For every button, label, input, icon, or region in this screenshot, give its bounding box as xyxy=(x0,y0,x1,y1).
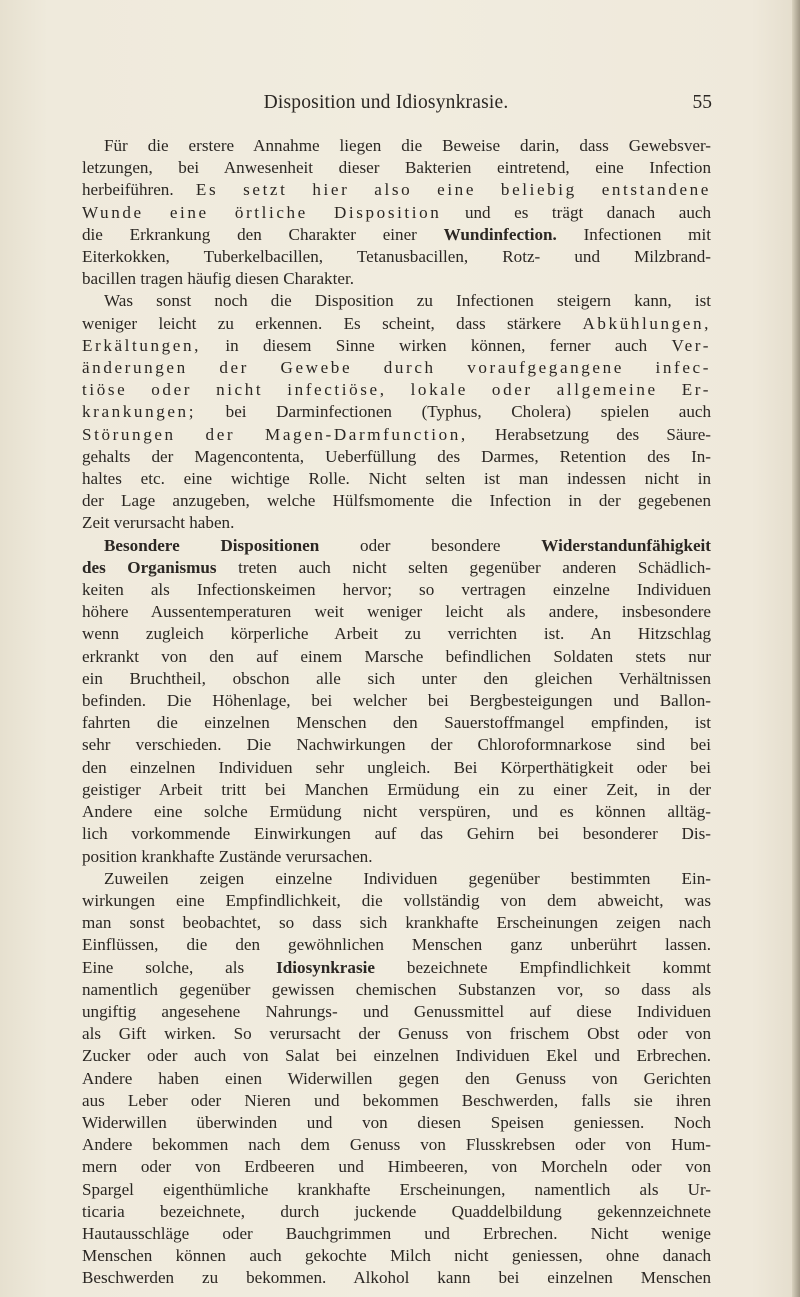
bold-term: Widerstandunfähigkeit xyxy=(541,535,711,555)
text-line xyxy=(82,224,711,246)
text-run: ungiftig angesehene Nahrungs- und Genussmittel auf diese Individuen xyxy=(82,1001,711,1021)
text-run: wenn zugleich körperliche Arbeit zu verrichten ist. An Hitzschlag xyxy=(82,624,711,644)
text-line xyxy=(82,335,711,357)
text-line xyxy=(82,868,711,890)
text-run: gehalts der Magencontenta, Ueberfüllung des Darmes, Retention des In- xyxy=(82,446,711,466)
paragraph xyxy=(82,135,711,290)
text-run: bacillen tragen häufig diesen Charakter. xyxy=(82,269,354,289)
text-line xyxy=(82,490,711,512)
text-run: letzungen, bei Anwesenheit dieser Bakterien eintretend, eine Infection xyxy=(82,158,711,178)
spaced-emphasis: Abkühlungen, xyxy=(582,313,711,333)
text-run: höhere Aussentemperaturen weit weniger leicht als andere, insbesondere xyxy=(82,602,711,622)
text-line xyxy=(82,1156,711,1178)
spaced-emphasis: krankungen; xyxy=(82,402,197,422)
page-number: 55 xyxy=(692,92,712,113)
text-run: weniger leicht zu erkennen. Es scheint, dass stärkere xyxy=(82,313,583,333)
text-run: wirkungen eine Empfindlichkeit, die vollständig von dem abweicht, was xyxy=(82,890,711,910)
text-run: namentlich gegenüber gewissen chemischen Substanzen vor, so dass als xyxy=(82,979,711,999)
text-run: Einflüssen, die den gewöhnlichen Menschen ganz unberührt lassen. xyxy=(82,935,711,955)
text-line xyxy=(82,1045,711,1067)
text-run: keiten als Infectionskeimen hervor; so vertragen einzelne Individuen xyxy=(82,580,711,600)
spaced-emphasis: Wunde eine örtliche Disposition xyxy=(82,202,442,222)
text-line xyxy=(82,246,711,268)
spaced-emphasis: tiöse oder nicht infectiöse, lokale oder allgemeine Er- xyxy=(82,380,711,400)
text-run: Widerwillen überwinden und von diesen Speisen geniessen. Noch xyxy=(82,1112,711,1132)
bold-term: des Organismus xyxy=(82,557,217,577)
text-line xyxy=(82,957,711,979)
text-run: Hautausschläge oder Bauchgrimmen und Erbrechen. Nicht wenige xyxy=(82,1223,711,1243)
text-line xyxy=(82,890,711,912)
text-run: aus Leber oder Nieren und bekommen Beschwerden, falls sie ihren xyxy=(82,1090,711,1110)
text-line xyxy=(82,557,711,579)
text-line xyxy=(82,157,711,179)
text-run: bezeichnete Empfindlichkeit kommt xyxy=(374,957,711,977)
spaced-emphasis: Erkältungen, xyxy=(82,335,202,355)
text-line xyxy=(82,135,711,157)
body-text xyxy=(82,135,711,1290)
text-run: der Lage anzugeben, welche Hülfsmomente die Infection in der gegebenen xyxy=(82,491,711,511)
text-run: Herabsetzung des Säure- xyxy=(467,424,711,444)
text-line xyxy=(82,712,711,734)
text-line xyxy=(82,268,711,290)
text-line xyxy=(82,179,711,201)
text-line xyxy=(82,313,711,335)
spaced-emphasis: Es setzt hier also eine beliebig entstandene xyxy=(195,180,711,200)
text-run: die Erkrankung den Charakter einer xyxy=(82,224,444,244)
text-line xyxy=(82,1179,711,1201)
spaced-emphasis: Ver- xyxy=(671,335,711,355)
paragraph xyxy=(82,868,711,1290)
text-run: und es trägt danach auch xyxy=(441,202,712,222)
text-run: bei Darminfectionen (Typhus, Cholera) spielen auch xyxy=(196,402,711,422)
text-line xyxy=(82,401,711,423)
text-run: position krankhafte Zustände verursachen. xyxy=(82,846,373,866)
spaced-emphasis: änderungen der Gewebe durch voraufgegangene infec- xyxy=(82,358,711,378)
text-run: treten auch nicht selten gegenüber anderen Schädlich- xyxy=(216,557,711,577)
text-line xyxy=(82,1201,711,1223)
text-line xyxy=(82,1245,711,1267)
text-line xyxy=(82,601,711,623)
text-run: befinden. Die Höhenlage, bei welcher bei Bergbesteigungen und Ballon- xyxy=(82,691,711,711)
text-line xyxy=(82,912,711,934)
paragraph xyxy=(82,535,711,868)
text-line xyxy=(82,1023,711,1045)
text-run: fahrten die einzelnen Menschen den Sauerstoffmangel empfinden, ist xyxy=(82,713,711,733)
text-line xyxy=(82,1090,711,1112)
text-run: Zucker oder auch von Salat bei einzelnen Individuen Ekel und Erbrechen. xyxy=(82,1046,711,1066)
text-line xyxy=(82,1112,711,1134)
running-title: Disposition und Idiosynkrasie. xyxy=(263,92,509,113)
text-run: Andere eine solche Ermüdung nicht verspüren, und es können alltäg- xyxy=(82,802,711,822)
text-line xyxy=(82,1267,711,1289)
text-line xyxy=(82,202,711,224)
text-line xyxy=(82,734,711,756)
text-line xyxy=(82,579,711,601)
text-line xyxy=(82,357,711,379)
text-line xyxy=(82,690,711,712)
text-run: Zeit verursacht haben. xyxy=(82,513,235,533)
text-run: Andere haben einen Widerwillen gegen den Genuss von Gerichten xyxy=(82,1068,711,1088)
spaced-emphasis: Störungen der Magen-Darmfunction, xyxy=(82,424,468,444)
paragraph xyxy=(82,290,711,534)
text-line xyxy=(82,1223,711,1245)
text-line xyxy=(82,779,711,801)
text-line xyxy=(82,623,711,645)
text-run: Menschen können auch gekochte Milch nicht geniessen, ohne danach xyxy=(82,1246,711,1266)
text-line xyxy=(82,446,711,468)
text-run: ticaria bezeichnete, durch juckende Quaddelbildung gekennzeichnete xyxy=(82,1201,711,1221)
text-line xyxy=(82,979,711,1001)
bold-term: Wundinfection. xyxy=(443,224,557,244)
text-line xyxy=(82,1134,711,1156)
page-header xyxy=(60,92,712,120)
text-line xyxy=(82,290,711,312)
text-run: Was sonst noch die Disposition zu Infectionen steigern kann, ist xyxy=(104,291,711,311)
text-run: in diesem Sinne wirken können, ferner auch xyxy=(201,335,672,355)
text-run: haltes etc. eine wichtige Rolle. Nicht selten ist man indessen nicht in xyxy=(82,469,711,489)
text-line xyxy=(82,934,711,956)
text-run: Andere bekommen nach dem Genuss von Flusskrebsen oder von Hum- xyxy=(82,1135,711,1155)
text-line xyxy=(82,668,711,690)
bold-term: Besondere Dispositionen xyxy=(104,535,320,555)
text-run: Eiterkokken, Tuberkelbacillen, Tetanusbacillen, Rotz- und Milzbrand- xyxy=(82,247,711,267)
text-line xyxy=(82,1001,711,1023)
text-line xyxy=(82,646,711,668)
text-run: Eine solche, als xyxy=(82,957,277,977)
text-run: man sonst beobachtet, so dass sich krankhafte Erscheinungen zeigen nach xyxy=(82,913,711,933)
bold-term: Idiosynkrasie xyxy=(276,957,375,977)
text-run: Beschwerden zu bekommen. Alkohol kann bei einzelnen Menschen xyxy=(82,1268,711,1288)
text-run: herbeiführen. xyxy=(82,180,196,200)
text-line xyxy=(82,1068,711,1090)
text-run: den einzelnen Individuen sehr ungleich. Bei Körperthätigkeit oder bei xyxy=(82,757,711,777)
text-line xyxy=(82,823,711,845)
text-line xyxy=(82,846,711,868)
text-run: ein Bruchtheil, obschon alle sich unter den gleichen Verhältnissen xyxy=(82,668,711,688)
page-edge-shadow xyxy=(792,0,800,1297)
text-line xyxy=(82,535,711,557)
text-run: Infectionen mit xyxy=(556,224,711,244)
text-line xyxy=(82,801,711,823)
text-line xyxy=(82,379,711,401)
text-run: Zuweilen zeigen einzelne Individuen gegenüber bestimmten Ein- xyxy=(104,868,711,888)
text-line xyxy=(82,757,711,779)
text-run: geistiger Arbeit tritt bei Manchen Ermüdung ein zu einer Zeit, in der xyxy=(82,779,711,799)
text-run: oder besondere xyxy=(319,535,542,555)
text-run: als Gift wirken. So verursacht der Genuss von frischem Obst oder von xyxy=(82,1024,711,1044)
text-line xyxy=(82,512,711,534)
text-line xyxy=(82,424,711,446)
text-run: Für die erstere Annahme liegen die Beweise darin, dass Gewebsver- xyxy=(104,136,711,155)
text-line xyxy=(82,468,711,490)
text-run: mern oder von Erdbeeren und Himbeeren, von Morcheln oder von xyxy=(82,1157,711,1177)
text-run: erkrankt von den auf einem Marsche befindlichen Soldaten stets nur xyxy=(82,646,711,666)
text-run: Spargel eigenthümliche krankhafte Erscheinungen, namentlich als Ur- xyxy=(82,1179,711,1199)
text-run: lich vorkommende Einwirkungen auf das Gehirn bei besonderer Dis- xyxy=(82,824,711,844)
text-run: sehr verschieden. Die Nachwirkungen der Chloroformnarkose sind bei xyxy=(82,735,711,755)
